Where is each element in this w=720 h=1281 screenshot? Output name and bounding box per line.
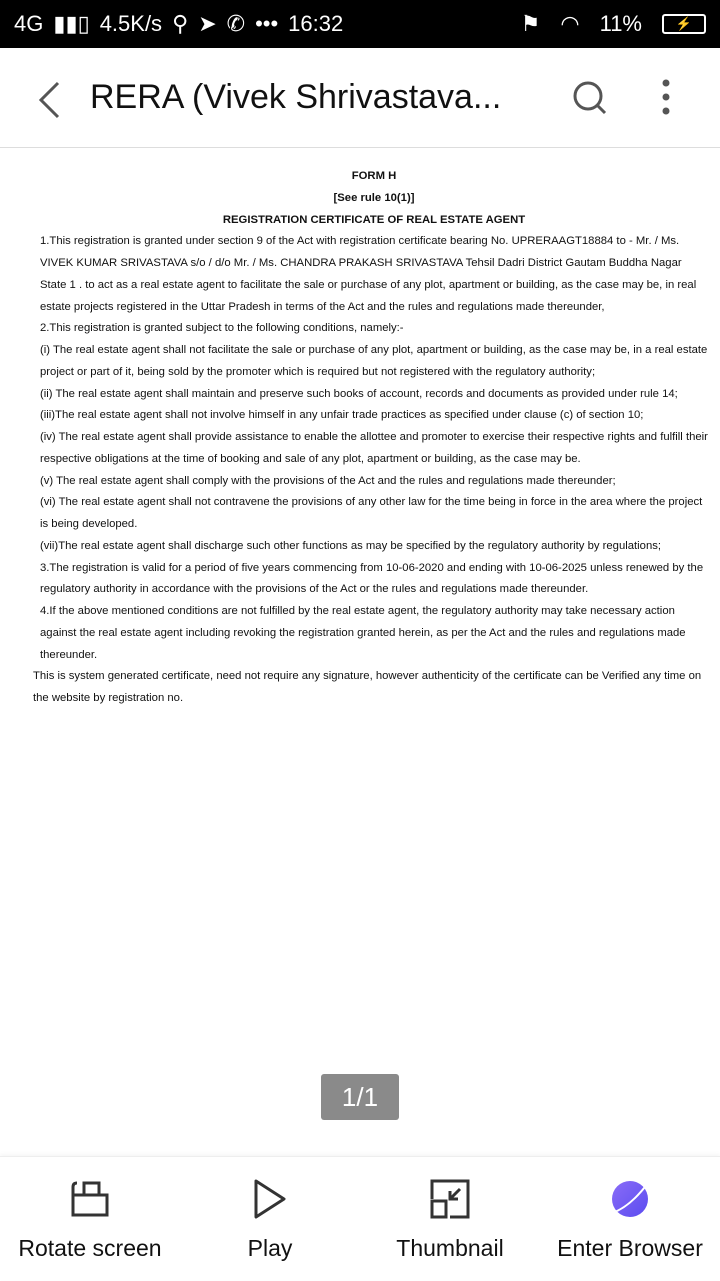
thumbnail-button[interactable]: [360, 1157, 540, 1281]
more-notifications-icon: •••: [255, 11, 279, 36]
location-icon: ⚑: [520, 11, 541, 36]
rotate-screen-label: Rotate screen: [18, 1235, 162, 1261]
document-title: RERA (Vivek Shrivastava...: [90, 78, 502, 116]
footer-note: This is system generated certificate, need not require any signature, however authenticity of the certificate can be Verified any time on the website by registration no.: [33, 670, 702, 704]
form-subheading: [See rule 10(1)]: [333, 191, 415, 204]
battery-percent: 11%: [599, 11, 642, 36]
paragraph: (vi) The real estate agent shall not contravene the provisions of any other law for the time being in force in the area where the project is being developed.: [40, 496, 703, 530]
play-icon: [248, 1177, 292, 1221]
app-bar: [0, 48, 720, 148]
paragraph: 3.The registration is valid for a period of five years commencing from 10-06-2020 and ending with 10-06-2025 unless renewed by the regulatory authority in accordance with the provisions of the Act or the rules and regulations made thereunder.: [40, 561, 704, 596]
thumbnail-label: Thumbnail: [396, 1235, 504, 1261]
form-heading: FORM H: [351, 170, 397, 182]
paragraph: (vii)The real estate agent shall discharge such other functions as may be specified by the regulatory authority by regulations;: [40, 539, 662, 552]
clock: 16:32: [288, 11, 344, 36]
paragraph: 1.This registration is granted under section 9 of the Act with registration certificate bearing No. UPRERAAGT18884 to - Mr. / Ms. VIVEK KUMAR SRIVASTAVA s/o / d/o Mr. / Ms. CHANDRA PRAKASH SRIVASTAVA Tehsil Dadri District Gautam Buddha Nagar State 1 . to act as a real estate agent to facilitate the sale or purchase of any plot, apartment or building, as the case may be, in real estate projects registered in the Uttar Pradesh in terms of the Act and the rules and regulations made thereunder,: [40, 235, 697, 313]
paragraph: (iv) The real estate agent shall provide assistance to enable the allottee and promoter to exercise their respective rights and fulfill their respective obligations at the time of booking and sale of any plot, apartment or building, as the case may be.: [40, 431, 708, 465]
search-icon[interactable]: [572, 80, 608, 116]
play-button[interactable]: [180, 1157, 360, 1281]
network-type: 4G: [14, 11, 44, 36]
network-speed: 4.5K/s: [99, 11, 163, 36]
paragraph: (v) The real estate agent shall comply with the provisions of the Act and the rules and regulations made thereunder;: [40, 474, 616, 487]
enter-browser-label: Enter Browser: [557, 1235, 703, 1261]
pdf-page: [33, 166, 708, 710]
rotate-screen-icon: [68, 1177, 112, 1221]
paragraph: (i) The real estate agent shall not facilitate the sale or purchase of any plot, apartment or building, as the case may be, in a real estate project or part of it, being sold by the promoter which is required but not registered with the regulatory authority;: [40, 344, 708, 378]
telegram-icon: ➤: [198, 11, 217, 36]
status-bar: [0, 0, 720, 48]
certificate-title: REGISTRATION CERTIFICATE OF REAL ESTATE AGENT: [222, 213, 526, 226]
enter-browser-button[interactable]: [540, 1157, 720, 1281]
paragraph: 2.This registration is granted subject to the following conditions, namely:-: [40, 322, 404, 335]
battery-icon: ⚡: [662, 14, 706, 34]
more-options-icon[interactable]: [656, 78, 676, 118]
browser-planet-icon: [608, 1177, 652, 1221]
paragraph: 4.If the above mentioned conditions are not fulfilled by the real estate agent, the regulatory authority may take necessary action against the real estate agent including revoking the registration granted herein, as per the Act and the rules and regulations made thereunder.: [40, 605, 686, 661]
paragraph: (iii)The real estate agent shall not involve himself in any unfair trade practices as specified under clause (c) of section 10;: [40, 409, 644, 422]
wifi-icon: ◠: [560, 11, 580, 36]
thumbnail-icon: [428, 1177, 472, 1221]
page-indicator: 1/1: [321, 1074, 399, 1120]
signal-icon: ▮▮▯: [53, 11, 90, 36]
whatsapp-icon: ✆: [226, 11, 246, 36]
paragraph: (ii) The real estate agent shall maintain and preserve such books of account, records and documents as provided under rule 14;: [40, 387, 678, 400]
bottom-toolbar: [0, 1156, 720, 1280]
rotate-screen-button[interactable]: [0, 1157, 180, 1281]
play-label: Play: [247, 1235, 293, 1261]
back-icon[interactable]: [36, 80, 62, 120]
usb-icon: ⚲: [172, 11, 189, 36]
